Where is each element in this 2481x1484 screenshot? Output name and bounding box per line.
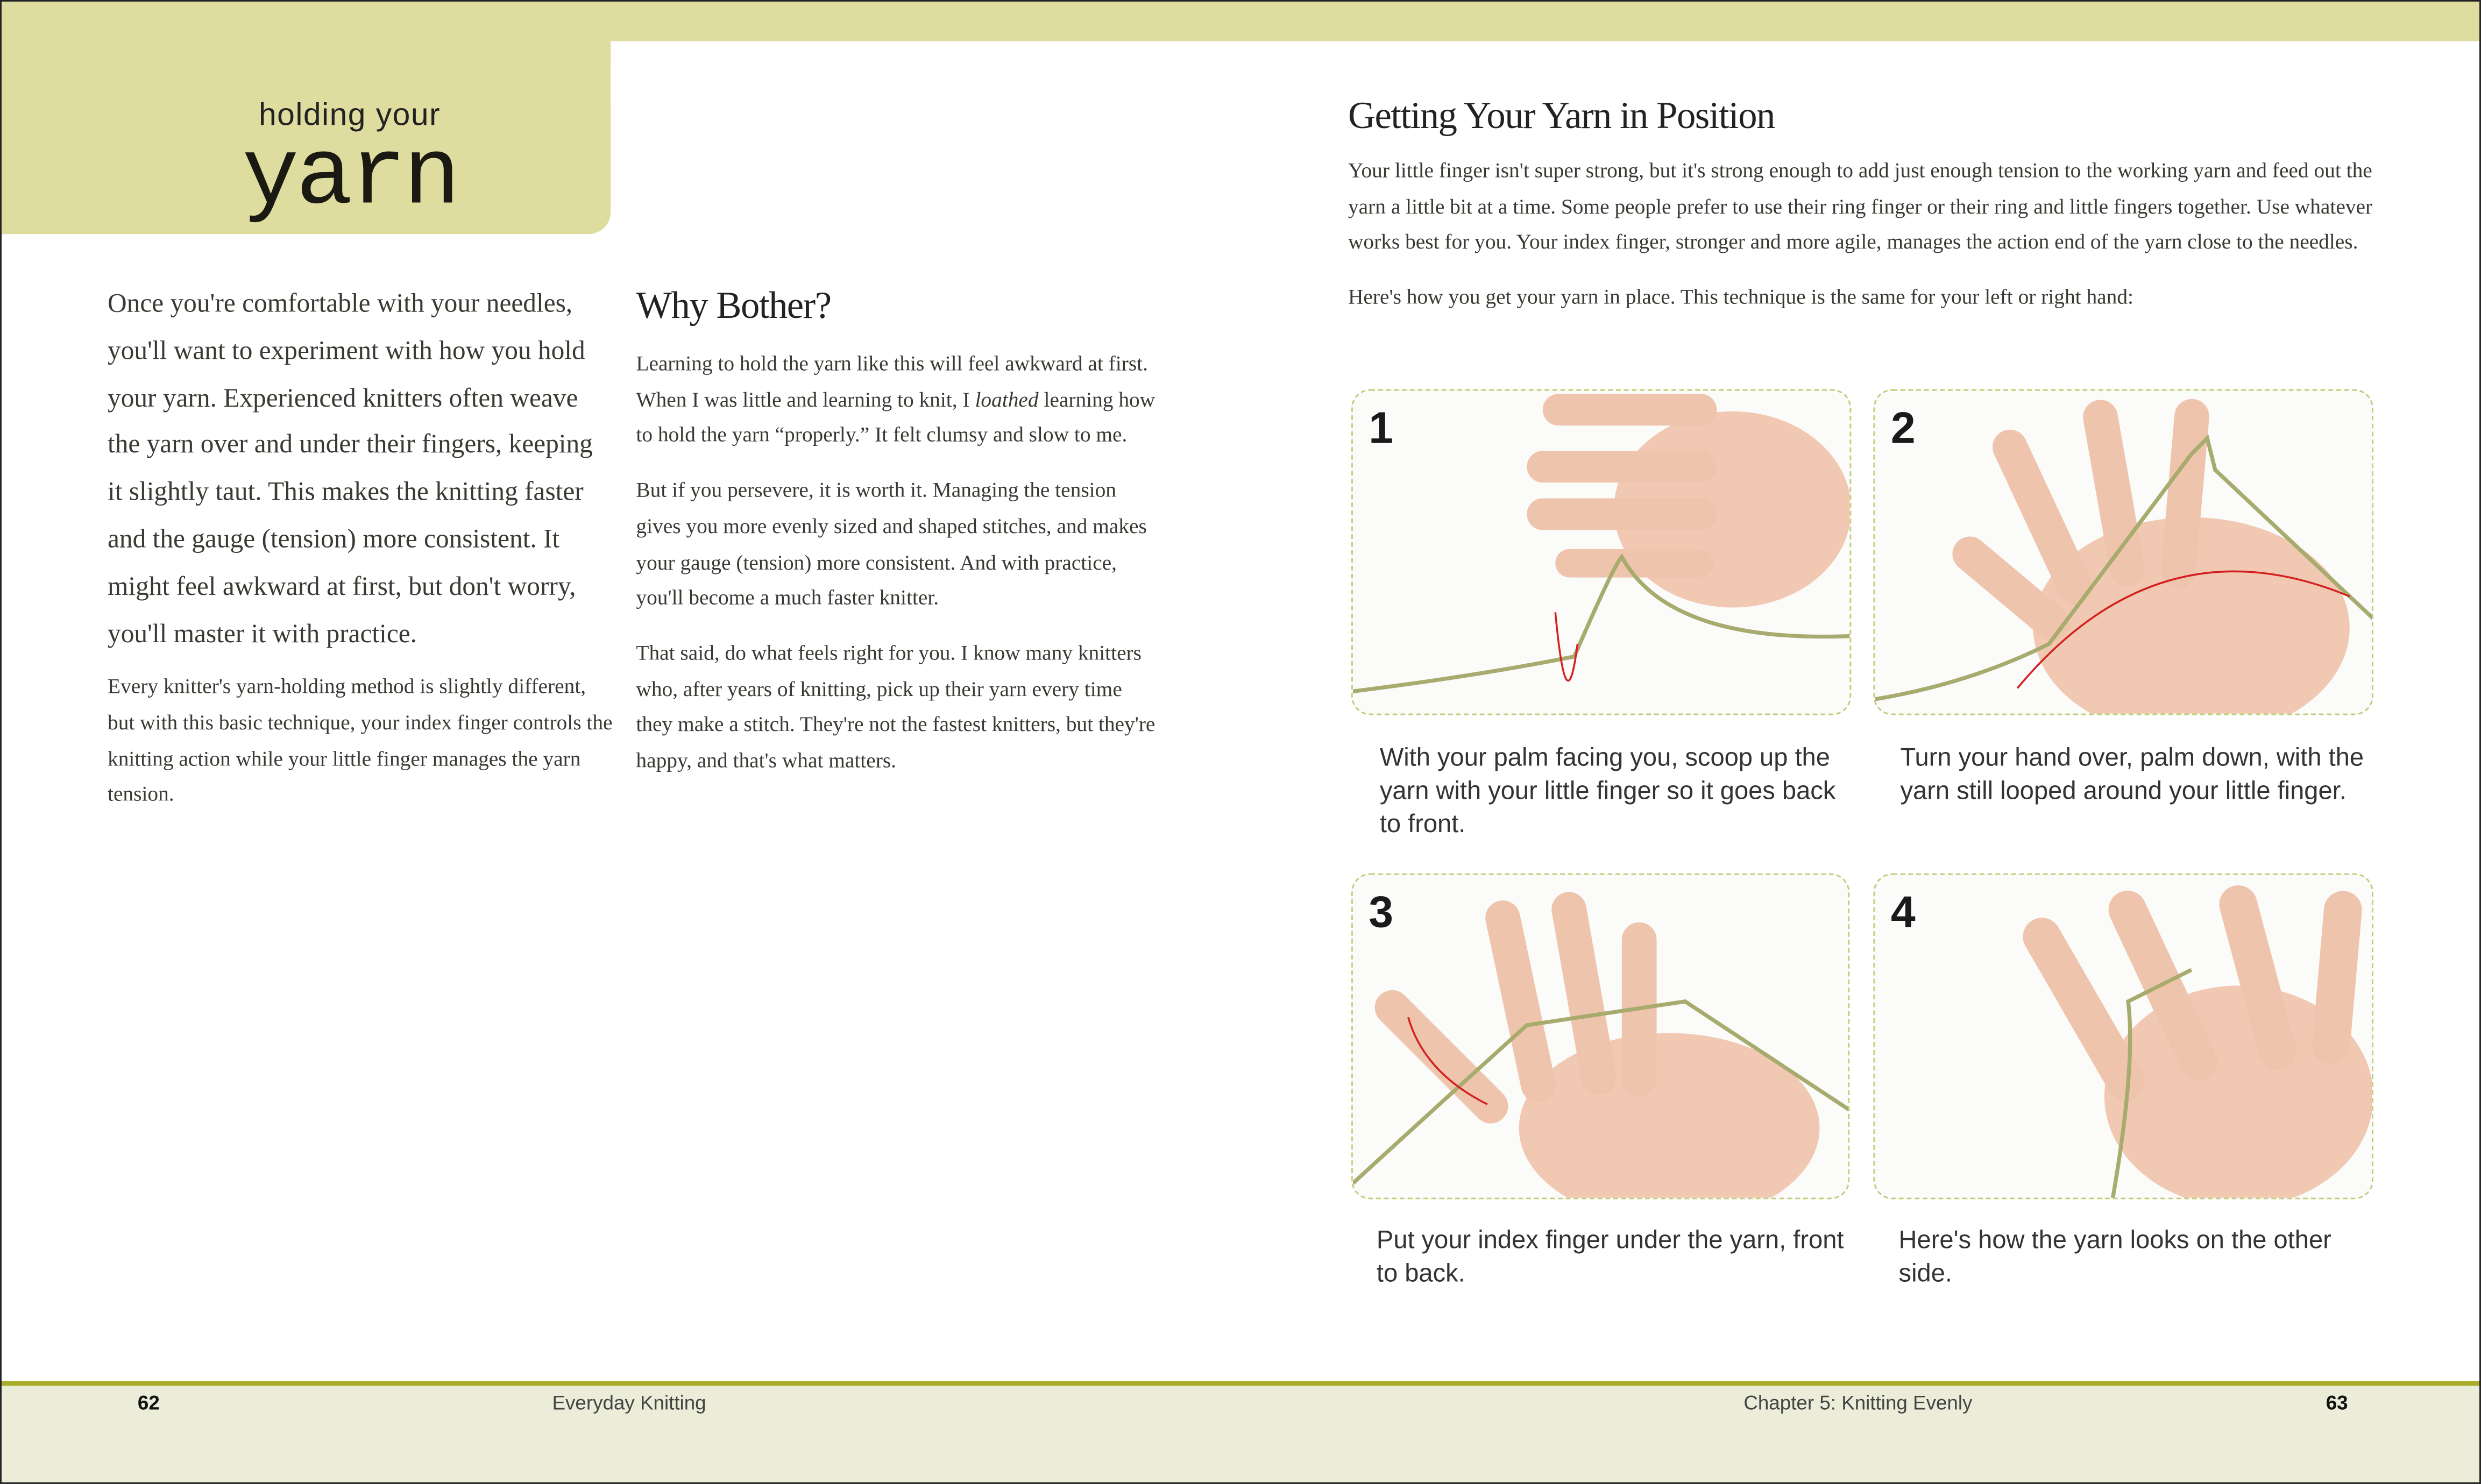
step-2-caption: Turn your hand over, palm down, with the yarn still looped around your little finger. [1900,745,2364,806]
section-kicker: holding your [258,98,441,133]
step-1-photo [1351,389,1851,715]
chapter-title: Chapter 5: Knitting Evenly [1743,1392,1973,1415]
step-number: 4 [1890,887,1916,937]
step-4-caption: Here's how the yarn looks on the other side. [1898,1227,2331,1288]
footer-rule [2,1381,2481,1386]
hand-illustration [1353,875,1850,1199]
step-number: 3 [1369,887,1394,937]
paragraph: That said, do what feels right for you. I know many knitters who, after years of knitting, pick up their yarn every time they make a stitch. They're not the fastest knitters, but they're happy, and that's what matters. [636,640,1156,772]
hand-illustration [1353,391,1852,715]
page-corner [611,41,674,104]
step-3-caption: Put your index finger under the yarn, front to back. [1376,1227,1844,1288]
left-column [108,280,614,814]
hand-illustration [1875,875,2373,1199]
paragraph: Your little finger isn't super strong, but it's strong enough to add just enough tension to the working yarn and feed out the yarn a little bit at a time. Some people prefer to use their ring finger or their ring and little fingers together. Use whatever works best for you. Your index finger, stronger and more agile, manages the action end of the yarn close to the needles. [1348,158,2373,254]
hand-illustration [1875,391,2373,715]
emphasis: loathed [975,387,1039,411]
text: Learning to hold the yarn like this will feel awkward at first. When I was little and learning to knit, I [636,351,1148,411]
step-number: 2 [1890,403,1916,453]
position-section [1348,94,2392,335]
left-page-number: 62 [137,1392,160,1415]
section-heading: Why Bother? [636,286,831,328]
right-page-number: 63 [2326,1392,2348,1415]
step-number: 1 [1369,403,1394,453]
paragraph [636,346,1158,454]
step-4-photo [1873,874,2373,1199]
why-bother-section [636,283,1158,798]
book-title: Everyday Knitting [552,1392,706,1415]
section-heading: Getting Your Yarn in Position [1348,96,1775,138]
step-2-photo [1873,389,2373,715]
section-title-block [2,96,698,233]
section-title: yarn [242,125,458,233]
note-paragraph: Every knitter's yarn-holding method is slightly different, but with this basic technique, your index finger controls the knitting action while your little finger manages the yarn tension. [108,674,613,806]
paragraph: But if you persevere, it is worth it. Managing the tension gives you more evenly sized and shaped stitches, and makes your gauge (tension) more consistent. And with practice, you'll become a much faster knitter. [636,478,1147,610]
step-1-caption: With your palm facing you, scoop up the yarn with your little finger so it goes back to front. [1379,745,1836,839]
footer [2,1386,2481,1484]
step-3-photo [1351,874,1850,1199]
text: learning how to hold the yarn “properly.” It felt clumsy and slow to me. [636,387,1156,447]
intro-paragraph: Once you're comfortable with your needles, you'll want to experiment with how you hold your yarn. Experienced knitters often weave the yarn over and under their fingers, keeping it slightly taut. This makes the knitting faster and the gauge (tension) more consistent. It might feel awkward at first, but don't worry, you'll master it with practice. [108,288,593,648]
paragraph: Here's how you get your yarn in place. This technique is the same for your left or right hand: [1348,285,2133,309]
